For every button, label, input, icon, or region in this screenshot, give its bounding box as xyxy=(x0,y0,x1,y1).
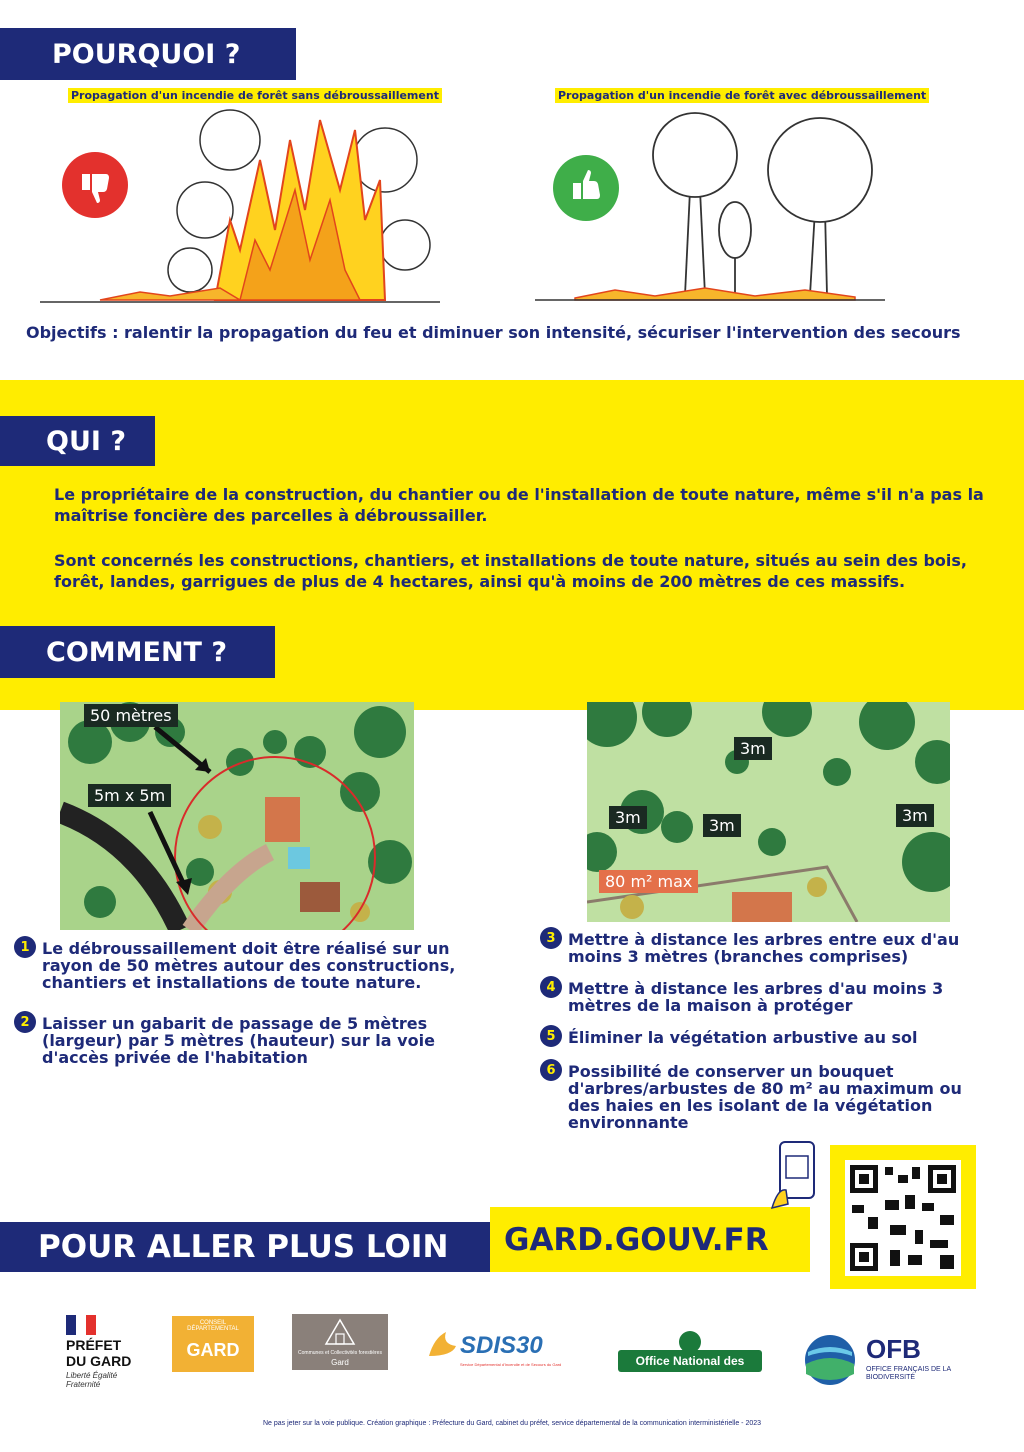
communes-gard-label: Gard xyxy=(331,1358,349,1367)
step-3-text: Mettre à distance les arbres entre eux d'au moins 3 mètres (branches comprises) xyxy=(568,930,960,966)
map-clearing-radius xyxy=(60,702,414,930)
qr-code-icon[interactable] xyxy=(830,1145,976,1289)
comment-heading xyxy=(0,626,275,678)
objectives-text: Objectifs : ralentir la propagation du feu et diminuer son intensité, sécuriser l'intervention des secours xyxy=(26,323,961,342)
spacing-label-right: 3m xyxy=(896,804,934,827)
step-3 xyxy=(540,931,1000,965)
legal-notice: Ne pas jeter sur la voie publique. Création graphique : Préfecture du Gard, cabinet du préfet, service départemental de la communication interministérielle - 2023 xyxy=(262,1420,762,1427)
step-6 xyxy=(540,1063,980,1131)
church-icon xyxy=(292,1314,388,1352)
qui-heading xyxy=(0,416,155,466)
sdis-sub-label: Service Départemental d'Incendie et de Secours du Gard xyxy=(460,1362,562,1367)
max-area-label: 80 m² max xyxy=(599,870,698,893)
trees-with-clearing-illustration xyxy=(535,100,885,310)
comment-title: COMMENT ? xyxy=(46,636,228,668)
prefet-line2: DU GARD xyxy=(66,1353,132,1369)
step-1-number: 1 xyxy=(14,936,36,958)
step-2-number: 2 xyxy=(14,1011,36,1033)
website-label: GARD.GOUV.FR xyxy=(504,1221,769,1258)
sdis-label: SDIS30 xyxy=(460,1332,543,1359)
step-6-text: Possibilité de conserver un bouquet d'arbres/arbustes de 80 m² au maximum ou des haies en les isolant de la végétation environnante xyxy=(568,1062,962,1132)
communes-forestieres-logo xyxy=(292,1314,388,1370)
fire-without-clearing-illustration xyxy=(40,100,440,310)
step-4 xyxy=(540,980,1000,1014)
onf-logo xyxy=(618,1330,762,1390)
radius-label: 50 mètres xyxy=(84,704,178,727)
spacing-label-top: 3m xyxy=(734,737,772,760)
step-3-number: 3 xyxy=(540,927,562,949)
qui-paragraph-owner: Le propriétaire de la construction, du chantier ou de l'installation de toute nature, même s'il n'a pas la maîtrise foncière des parcelles à débroussailler. xyxy=(54,485,984,525)
step-1-text: Le débroussaillement doit être réalisé sur un rayon de 50 mètres autour des constructions, chantiers et installations de toute nature. xyxy=(42,939,456,992)
gard-label: GARD xyxy=(186,1340,240,1360)
marianne-icon xyxy=(66,1315,96,1335)
qui-paragraph-concerned: Sont concernés les constructions, chantiers, et installations de toute nature, situés au sein des bois, forêt, landes, garrigues de plus de 4 hectares, ainsi qu'à moins de 200 mètres de ces massifs. xyxy=(54,551,967,591)
step-4-number: 4 xyxy=(540,976,562,998)
onf-label: Office National des Forêts xyxy=(618,1350,762,1372)
gard-department-logo xyxy=(172,1316,254,1372)
pourquoi-title: POURQUOI ? xyxy=(52,38,241,70)
step-6-number: 6 xyxy=(540,1059,562,1081)
website-link[interactable] xyxy=(490,1207,810,1272)
more-info-label: POUR ALLER PLUS LOIN xyxy=(38,1229,449,1265)
step-5 xyxy=(540,1029,1000,1047)
caption-without-clearing: Propagation d'un incendie de forêt sans débroussaillement xyxy=(68,88,442,103)
prefet-logo xyxy=(66,1315,176,1389)
pourquoi-heading xyxy=(0,28,296,80)
communes-label: Communes et Collectivités forestières xyxy=(298,1350,382,1356)
step-4-text: Mettre à distance les arbres d'au moins 3 mètres de la maison à protéger xyxy=(568,979,944,1015)
ofb-sub-label: OFFICE FRANÇAIS DE LA BIODIVERSITÉ xyxy=(866,1366,951,1381)
ofb-globe-icon xyxy=(804,1334,856,1386)
prefet-line1: PRÉFET xyxy=(66,1337,122,1353)
qr-panel xyxy=(830,1145,976,1289)
step-1 xyxy=(14,940,484,991)
qui-title: QUI ? xyxy=(46,425,126,457)
step-2 xyxy=(14,1015,474,1066)
ofb-label: OFB xyxy=(866,1334,921,1364)
step-2-text: Laisser un gabarit de passage de 5 mètres (largeur) par 5 mètres (hauteur) sur la voie d'accès privée de l'habitation xyxy=(42,1014,435,1067)
flame-icon xyxy=(424,1328,464,1358)
map-clearing-radius-drawing xyxy=(60,702,414,930)
gauge-label: 5m x 5m xyxy=(88,784,171,807)
gard-small-label: CONSEIL DÉPARTEMENTAL xyxy=(187,1320,239,1332)
phone-scan-icon xyxy=(768,1138,828,1218)
spacing-label-left: 3m xyxy=(609,806,647,829)
ofb-logo xyxy=(804,1334,964,1386)
spacing-label-middle: 3m xyxy=(703,814,741,837)
prefet-motto: Liberté Égalité Fraternité xyxy=(66,1371,118,1389)
map-tree-spacing xyxy=(587,702,950,922)
sdis-logo xyxy=(424,1328,572,1376)
more-info-banner xyxy=(0,1222,490,1272)
caption-with-clearing: Propagation d'un incendie de forêt avec débroussaillement xyxy=(555,88,929,103)
step-5-number: 5 xyxy=(540,1025,562,1047)
step-5-text: Éliminer la végétation arbustive au sol xyxy=(568,1028,918,1047)
